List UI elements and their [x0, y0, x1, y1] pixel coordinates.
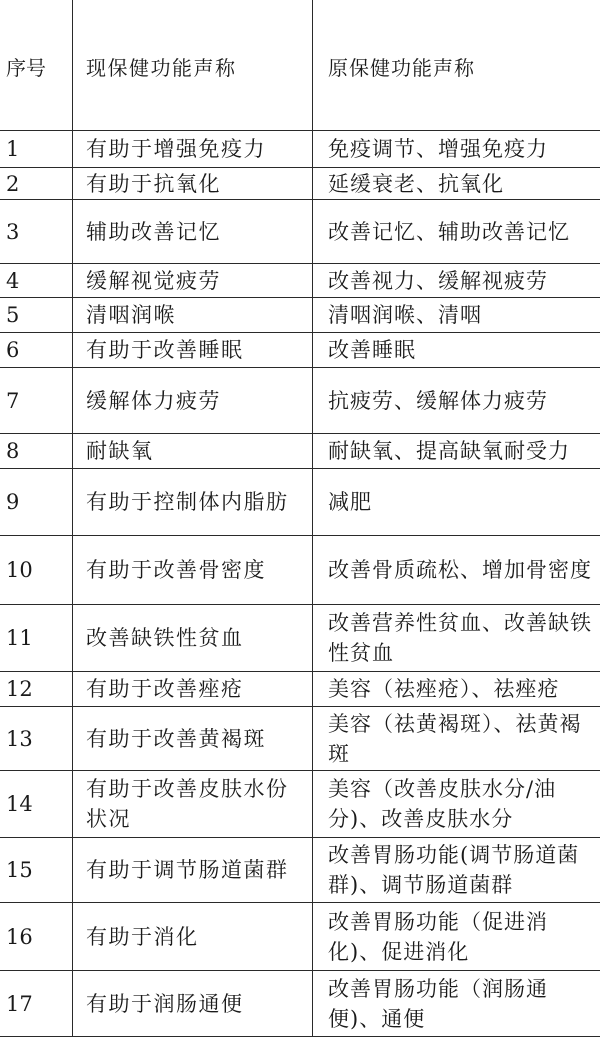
- row-index: 11: [6, 626, 33, 650]
- row-index: 12: [6, 677, 33, 701]
- row-index: 13: [6, 726, 33, 751]
- current-claim: 辅助改善记忆: [86, 219, 221, 244]
- original-claim: 减肥: [328, 490, 372, 514]
- current-claim: 清咽润喉: [86, 303, 176, 327]
- current-claim: 有助于控制体内脂肪: [86, 490, 289, 514]
- row-index: 1: [6, 137, 20, 161]
- row-index: 8: [6, 439, 20, 463]
- original-claim: 美容（祛痤疮）、祛痤疮: [328, 677, 560, 701]
- original-claim: 改善胃肠功能(调节肠道菌群)、调节肠道菌群: [328, 843, 580, 897]
- original-claim: 改善记忆、辅助改善记忆: [328, 219, 570, 244]
- current-claim: 耐缺氧: [86, 439, 154, 463]
- original-claim: 美容（改善皮肤水分/油分)、改善皮肤水分: [328, 777, 557, 831]
- original-claim: 美容（祛黄褐斑）、祛黄褐斑: [328, 711, 582, 766]
- current-claim: 缓解体力疲劳: [86, 388, 221, 413]
- column-divider: [312, 0, 313, 1036]
- row-index: 4: [6, 268, 20, 293]
- current-claim: 有助于改善黄褐斑: [86, 726, 266, 751]
- row-index: 14: [6, 792, 33, 816]
- header-index: 序号: [6, 55, 46, 80]
- row-index: 17: [6, 991, 33, 1016]
- header-current-claim: 现保健功能声称: [86, 55, 237, 80]
- current-claim: 有助于润肠通便: [86, 991, 244, 1016]
- row-index: 10: [6, 558, 33, 582]
- row-index: 15: [6, 858, 33, 882]
- row-index: 5: [6, 303, 20, 327]
- original-claim: 改善睡眠: [328, 338, 416, 362]
- current-claim: 改善缺铁性贫血: [86, 626, 244, 650]
- current-claim: 缓解视觉疲劳: [86, 268, 221, 293]
- row-index: 2: [6, 171, 20, 196]
- original-claim: 改善胃肠功能（促进消化)、促进消化: [328, 909, 548, 964]
- original-claim: 延缓衰老、抗氧化: [328, 171, 504, 196]
- current-claim: 有助于改善痤疮: [86, 677, 244, 701]
- original-claim: 改善营养性贫血、改善缺铁性贫血: [328, 611, 592, 665]
- column-divider: [72, 0, 73, 1036]
- current-claim: 有助于抗氧化: [86, 171, 221, 196]
- row-index: 16: [6, 924, 33, 949]
- header-original-claim: 原保健功能声称: [328, 55, 475, 80]
- original-claim: 改善骨质疏松、增加骨密度: [328, 558, 592, 582]
- current-claim: 有助于改善骨密度: [86, 558, 266, 582]
- current-claim: 有助于改善皮肤水份状况: [86, 777, 289, 831]
- original-claim: 改善胃肠功能（润肠通便)、通便: [328, 976, 548, 1031]
- current-claim: 有助于增强免疫力: [86, 137, 266, 161]
- current-claim: 有助于调节肠道菌群: [86, 858, 289, 882]
- row-index: 3: [6, 219, 20, 244]
- row-index: 7: [6, 388, 20, 413]
- row-index: 9: [6, 490, 20, 514]
- current-claim: 有助于消化: [86, 924, 199, 949]
- original-claim: 清咽润喉、清咽: [328, 303, 482, 327]
- current-claim: 有助于改善睡眠: [86, 338, 244, 362]
- original-claim: 抗疲劳、缓解体力疲劳: [328, 388, 548, 413]
- row-index: 6: [6, 338, 20, 362]
- original-claim: 改善视力、缓解视疲劳: [328, 268, 548, 293]
- original-claim: 免疫调节、增强免疫力: [328, 137, 548, 161]
- original-claim: 耐缺氧、提高缺氧耐受力: [328, 439, 570, 463]
